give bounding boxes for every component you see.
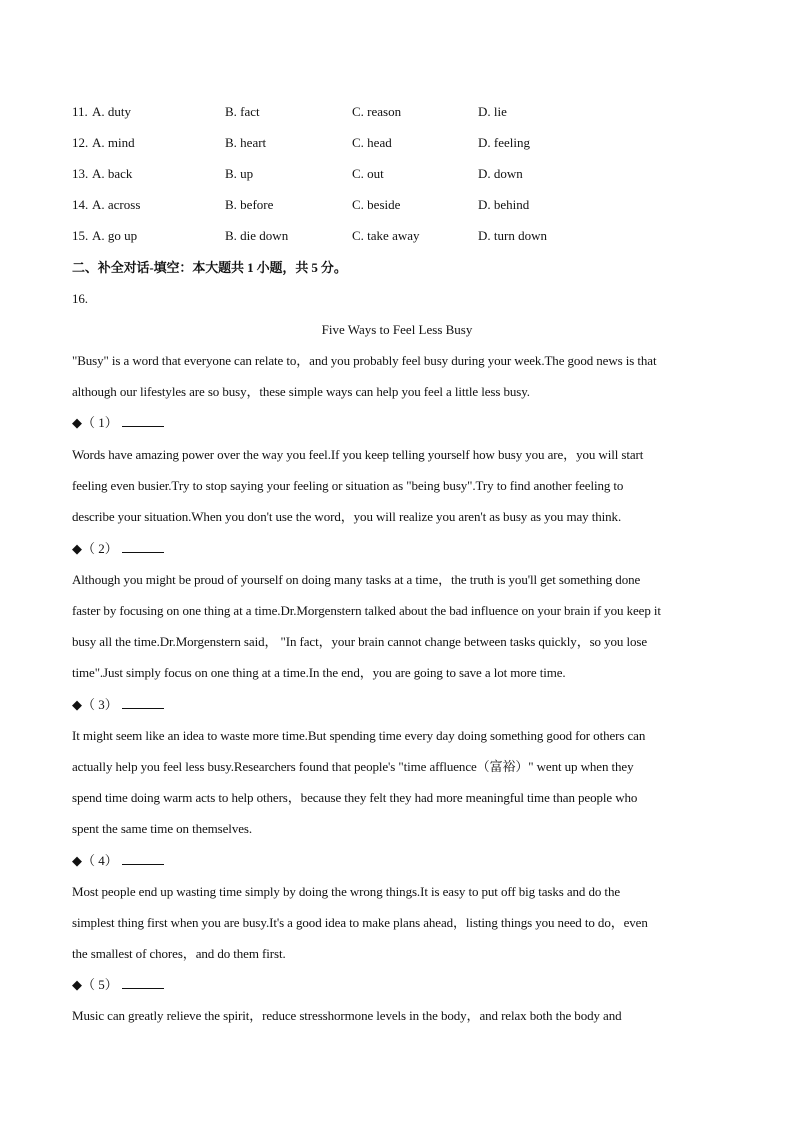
option-b: B. die down — [225, 228, 289, 243]
passage-title: Five Ways to Feel Less Busy — [321, 322, 473, 337]
option-a: A. across — [92, 197, 141, 212]
option-a: A. duty — [92, 104, 131, 119]
option-c: C. reason — [352, 104, 402, 119]
option-d: D. feeling — [478, 135, 530, 150]
blank-4 — [72, 851, 164, 871]
answer-blank[interactable] — [122, 975, 164, 989]
section-heading: 二、补全对话-填空：本大题共 1 小题，共 5 分。 — [72, 260, 347, 275]
option-c: C. take away — [352, 228, 420, 243]
answer-blank[interactable] — [122, 413, 164, 427]
para2-line-4: time".Just simply focus on one thing at a time.In the end，you are going to save a lot more time. — [72, 665, 566, 680]
option-num: 15. — [72, 228, 89, 243]
option-a: A. mind — [92, 135, 135, 150]
answer-blank[interactable] — [122, 695, 164, 709]
blank-label: ◆（ 5） — [72, 977, 118, 992]
para3-line-3: spend time doing warm acts to help others，because they felt they had more meaningful time than people who — [72, 790, 638, 805]
para2-line-3: busy all the time.Dr.Morgenstern said， "In fact，your brain cannot change between tasks quickly，so you lose — [72, 634, 647, 649]
blank-1 — [72, 413, 164, 433]
option-num: 14. — [72, 197, 89, 212]
para4-line-2: simplest thing first when you are busy.It's a good idea to make plans ahead，listing things you need to do，even — [72, 915, 648, 930]
para2-line-2: faster by focusing on one thing at a time.Dr.Morgenstern talked about the bad influence on your brain if you keep it — [72, 603, 661, 618]
option-num: 11. — [72, 104, 88, 119]
option-b: B. heart — [225, 135, 267, 150]
option-num: 13. — [72, 166, 89, 181]
para5-line-1: Music can greatly relieve the spirit，reduce stresshormone levels in the body，and relax both the body and — [72, 1008, 622, 1023]
blank-3 — [72, 695, 164, 715]
option-d: D. turn down — [478, 228, 547, 243]
answer-blank[interactable] — [122, 539, 164, 553]
question-number: 16. — [72, 291, 88, 306]
option-b: B. fact — [225, 104, 260, 119]
blank-5 — [72, 975, 164, 995]
blank-label: ◆（ 3） — [72, 697, 118, 712]
option-d: D. lie — [478, 104, 507, 119]
option-num: 12. — [72, 135, 89, 150]
para1-line-2: feeling even busier.Try to stop saying your feeling or situation as "being busy".Try to find another feeling to — [72, 478, 624, 493]
option-a: A. back — [92, 166, 133, 181]
para1-line-3: describe your situation.When you don't use the word，you will realize you aren't as busy as you may think. — [72, 509, 622, 524]
option-b: B. up — [225, 166, 254, 181]
option-a: A. go up — [92, 228, 138, 243]
blank-label: ◆（ 4） — [72, 853, 118, 868]
option-c: C. out — [352, 166, 384, 181]
para2-line-1: Although you might be proud of yourself on doing many tasks at a time，the truth is you'll get something done — [72, 572, 641, 587]
option-b: B. before — [225, 197, 274, 212]
para3-line-2: actually help you feel less busy.Researchers found that people's "time affluence（富裕）" went up when they — [72, 759, 634, 774]
para3-line-4: spent the same time on themselves. — [72, 821, 253, 836]
answer-blank[interactable] — [122, 851, 164, 865]
blank-label: ◆（ 1） — [72, 415, 118, 430]
intro-line-1: "Busy" is a word that everyone can relate to，and you probably feel busy during your week.The good news is that — [72, 353, 657, 368]
para4-line-3: the smallest of chores，and do them first. — [72, 946, 286, 961]
option-c: C. head — [352, 135, 392, 150]
option-d: D. behind — [478, 197, 530, 212]
blank-label: ◆（ 2） — [72, 541, 118, 556]
para1-line-1: Words have amazing power over the way you feel.If you keep telling yourself how busy you are，you will start — [72, 447, 644, 462]
para3-line-1: It might seem like an idea to waste more time.But spending time every day doing something good for others can — [72, 728, 646, 743]
option-d: D. down — [478, 166, 523, 181]
option-c: C. beside — [352, 197, 401, 212]
blank-2 — [72, 539, 164, 559]
para4-line-1: Most people end up wasting time simply by doing the wrong things.It is easy to put off big tasks and do the — [72, 884, 621, 899]
intro-line-2: although our lifestyles are so busy，these simple ways can help you feel a little less busy. — [72, 384, 530, 399]
